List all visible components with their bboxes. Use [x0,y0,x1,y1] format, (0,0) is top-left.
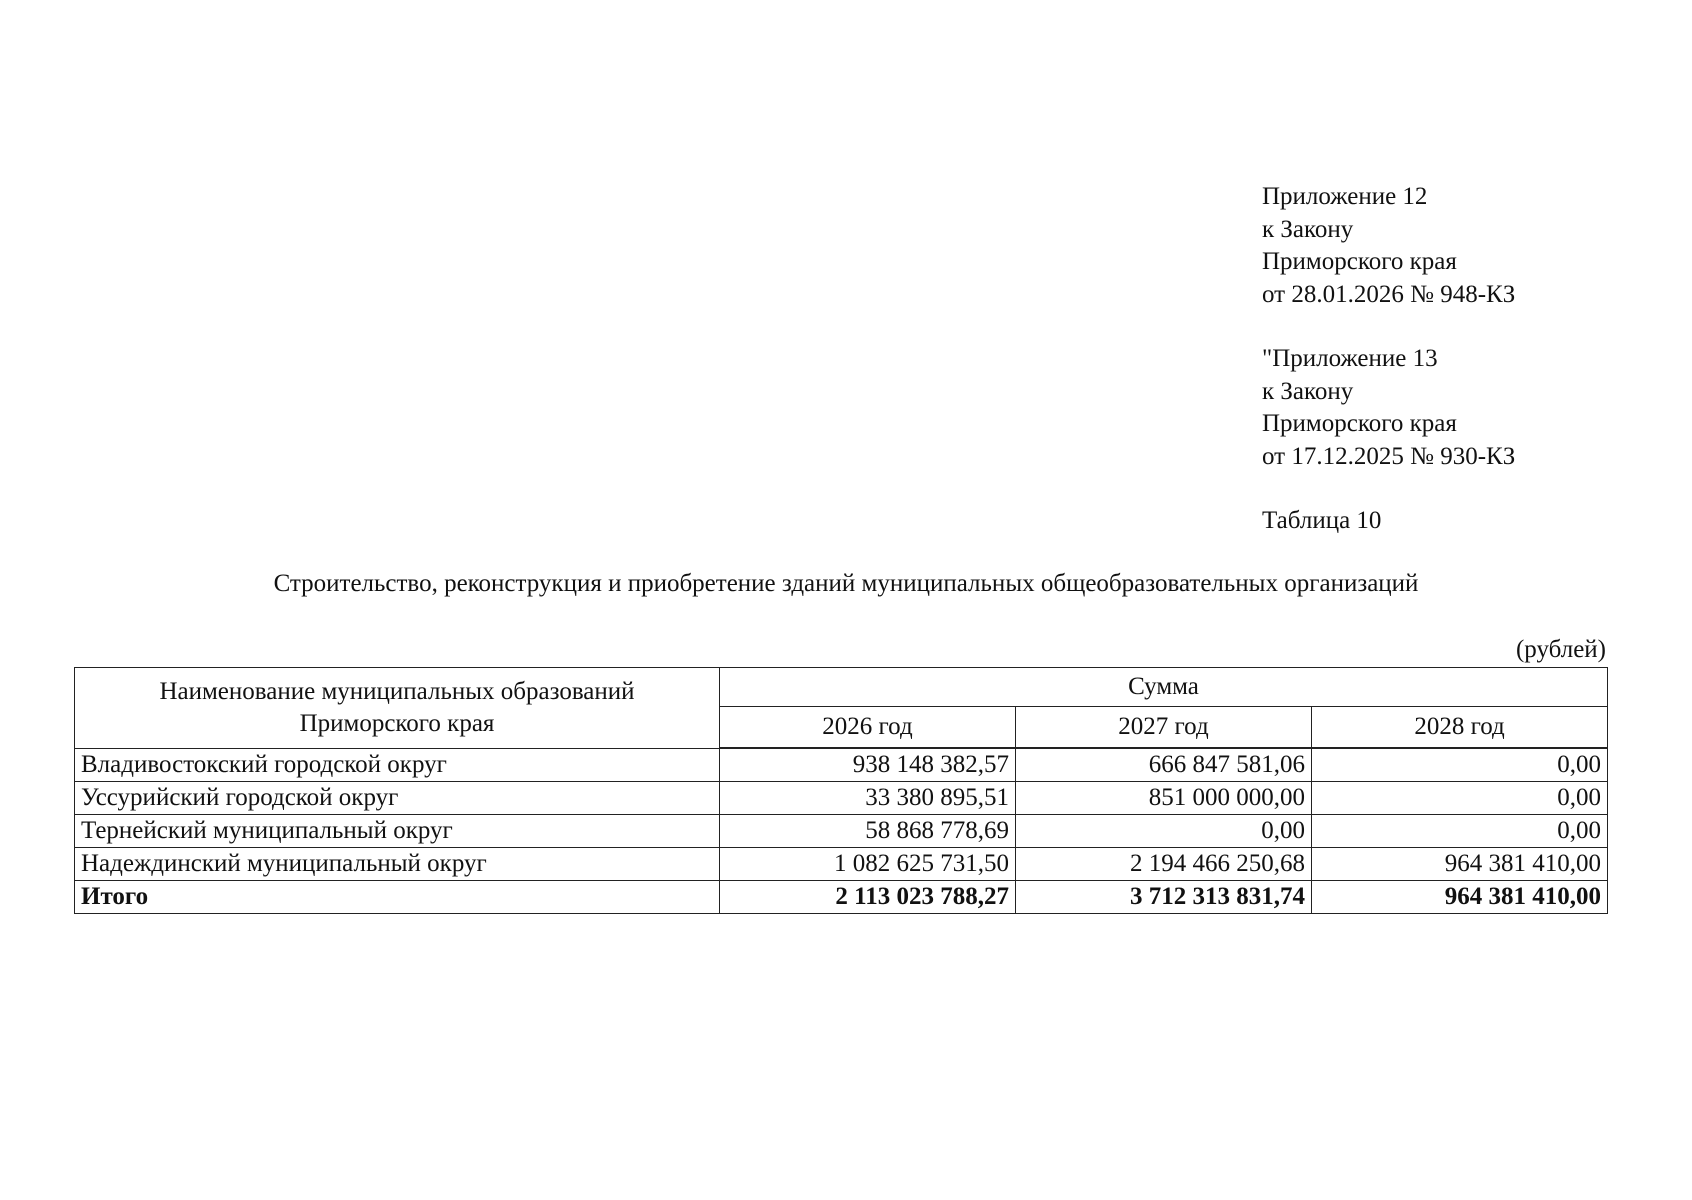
appendix-line: "Приложение 13 [1262,345,1438,372]
appendix-line: Приморского края [1262,248,1457,275]
amount-cell: 938 148 382,57 [720,748,1016,782]
municipality-name-cell: Надеждинский муниципальный округ [75,848,720,881]
total-label-cell: Итого [75,881,720,914]
municipality-name-cell: Тернейский муниципальный округ [75,815,720,848]
appendix-13-reference [1262,343,1515,473]
table-row [75,748,1608,782]
sum-header: Сумма [720,668,1608,707]
municipality-name-header [75,668,720,749]
year-header-2028: 2028 год [1312,707,1608,749]
total-amount-cell: 3 712 313 831,74 [1016,881,1312,914]
appendix-12-reference [1262,181,1515,311]
amount-cell: 0,00 [1312,815,1608,848]
table-row [75,782,1608,815]
total-amount-cell: 964 381 410,00 [1312,881,1608,914]
amount-cell: 964 381 410,00 [1312,848,1608,881]
name-header-line: Наименование муниципальных образований [159,678,635,705]
name-header-line: Приморского края [299,710,495,737]
total-row [75,881,1608,914]
year-header-2026: 2026 год [720,707,1016,749]
appendix-line: Приморского края [1262,410,1457,437]
table-number: Таблица 10 [1262,507,1382,534]
amount-cell: 2 194 466 250,68 [1016,848,1312,881]
appendix-line: к Закону [1262,377,1354,405]
amount-cell: 0,00 [1016,815,1312,848]
total-amount-cell: 2 113 023 788,27 [720,881,1016,914]
appendix-line: Приложение 12 [1262,183,1428,210]
table-row [75,815,1608,848]
units-note: (рублей) [1515,636,1606,663]
amount-cell: 666 847 581,06 [1016,748,1312,782]
year-header-2027: 2027 год [1016,707,1312,749]
municipality-name-cell: Владивостокский городской округ [75,748,720,782]
amount-cell: 58 868 778,69 [720,815,1016,848]
appendix-line: от 17.12.2025 № 930-КЗ [1262,442,1516,470]
document-title: Строительство, реконструкция и приобретение зданий муниципальных общеобразовательных организаций [273,570,1419,597]
municipality-name-cell: Уссурийский городской округ [75,782,720,815]
amount-cell: 33 380 895,51 [720,782,1016,815]
amount-cell: 0,00 [1312,782,1608,815]
appendix-line: от 28.01.2026 № 948-КЗ [1262,280,1516,308]
budget-table [74,667,1608,914]
amount-cell: 0,00 [1312,748,1608,782]
amount-cell: 851 000 000,00 [1016,782,1312,815]
appendix-line: к Закону [1262,215,1354,243]
amount-cell: 1 082 625 731,50 [720,848,1016,881]
table-row [75,848,1608,881]
